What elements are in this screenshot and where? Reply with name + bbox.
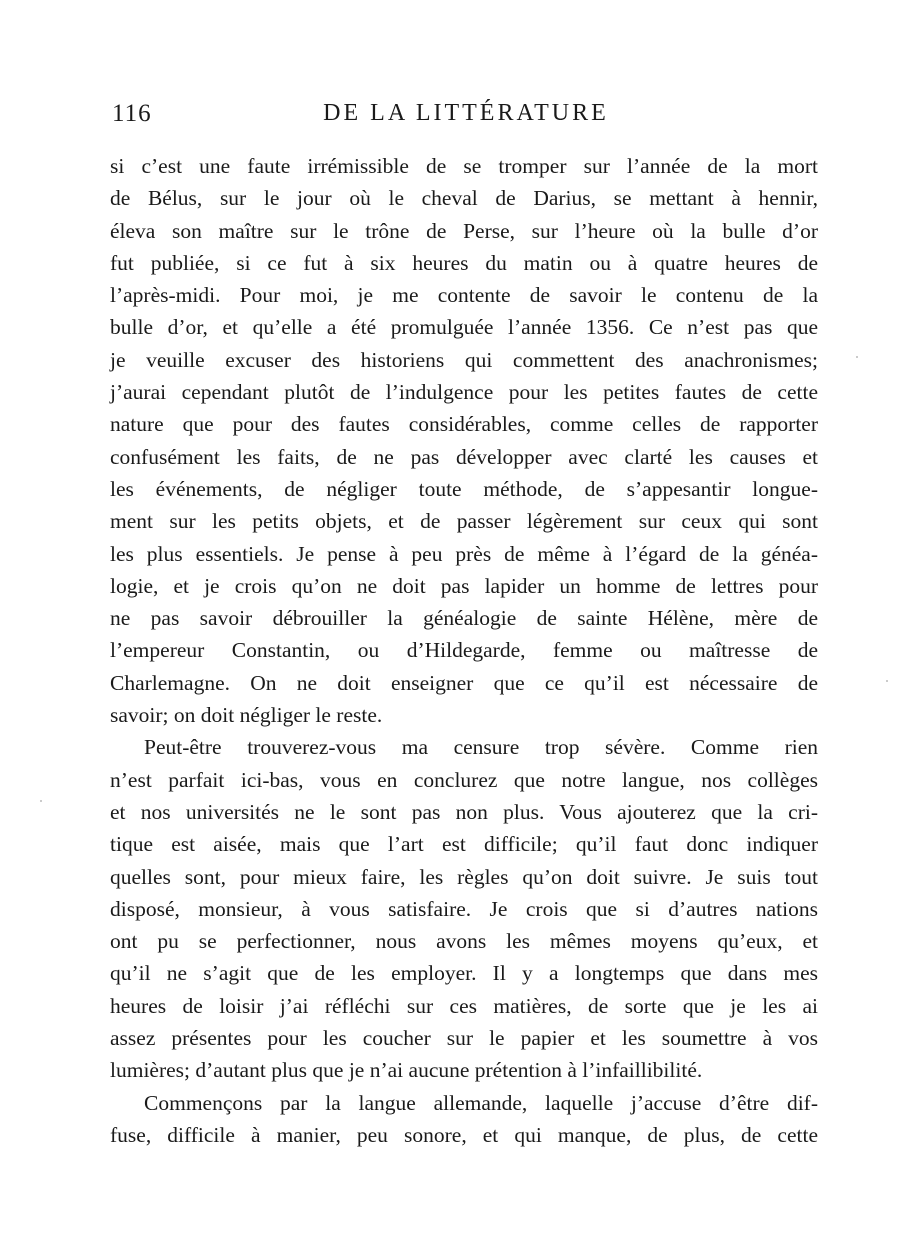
running-title: DE LA LITTÉRATURE [323,100,609,126]
text-line: si c’est une faute irrémissible de se tromper sur l’année de la mort [110,154,818,178]
text-line: éleva son maître sur le trône de Perse, sur l’heure où la bulle d’or [110,218,818,243]
running-header [112,100,820,140]
page-number: 116 [112,100,152,127]
paper-speck [856,356,858,358]
text-line: bulle d’or, et qu’elle a été promulguée l’année 1356. Ce n’est pas que [110,315,818,340]
paragraph-continuation [110,150,818,731]
text-line: ont pu se perfectionner, nous avons les mêmes moyens qu’eux, et [110,929,818,954]
text-line: fut publiée, si ce fut à six heures du matin ou à quatre heures de [110,250,818,275]
text-line: disposé, monsieur, à vous satisfaire. Je crois que si d’autres nations [110,896,818,921]
text-line: assez présentes pour les coucher sur le papier et les soumettre à vos [110,1026,818,1051]
text-line: confusément les faits, de ne pas développer avec clarté les causes et [110,444,818,469]
text-line: Peut-être trouverez-vous ma censure trop sévère. Comme rien [144,735,818,760]
text-line: j’aurai cependant plutôt de l’indulgence pour les petites fautes de cette [110,380,818,405]
text-line: Charlemagne. On ne doit enseigner que ce qu’il est nécessaire de [110,670,818,695]
text-line: l’après-midi. Pour moi, je me contente de savoir le contenu de la [110,283,818,308]
paragraph-critique [110,731,818,1086]
paper-speck [40,800,42,802]
text-line: je veuille excuser des historiens qui commettent des anachronismes; [110,347,818,372]
text-line: quelles sont, pour mieux faire, les règles qu’on doit suivre. Je suis tout [110,864,818,889]
paragraph-langue-allemande [110,1087,818,1152]
text-line: les plus essentiels. Je pense à peu près de même à l’égard de la généa- [110,541,818,566]
text-line: heures de loisir j’ai réfléchi sur ces matières, de sorte que je les ai [110,993,818,1018]
text-line: qu’il ne s’agit que de les employer. Il y a longtemps que dans mes [110,961,818,986]
body-text [110,150,818,1151]
text-line: nature que pour des fautes considérables, comme celles de rapporter [110,412,818,437]
text-line: ment sur les petits objets, et de passer légèrement sur ceux qui sont [110,509,818,534]
text-line: tique est aisée, mais que l’art est difficile; qu’il faut donc indiquer [110,832,818,857]
text-line: l’empereur Constantin, ou d’Hildegarde, femme ou maîtresse de [110,638,818,663]
text-line: logie, et je crois qu’on ne doit pas lapider un homme de lettres pour [110,573,818,598]
text-line: ne pas savoir débrouiller la généalogie de sainte Hélène, mère de [110,606,818,631]
text-line: savoir; on doit négliger le reste. [110,703,383,728]
text-line: Commençons par la langue allemande, laquelle j’accuse d’être dif- [144,1090,818,1115]
text-line: et nos universités ne le sont pas non plus. Vous ajouterez que la cri- [110,799,818,824]
text-line: n’est parfait ici-bas, vous en conclurez que notre langue, nos collèges [110,767,818,792]
text-line: fuse, difficile à manier, peu sonore, et qui manque, de plus, de cette [110,1122,818,1147]
text-line: les événements, de négliger toute méthode, de s’appesantir longue- [110,476,818,501]
text-line: de Bélus, sur le jour où le cheval de Darius, se mettant à hennir, [110,186,818,211]
text-line: lumières; d’autant plus que je n’ai aucune prétention à l’infaillibilité. [110,1058,703,1083]
paper-speck [886,680,888,682]
